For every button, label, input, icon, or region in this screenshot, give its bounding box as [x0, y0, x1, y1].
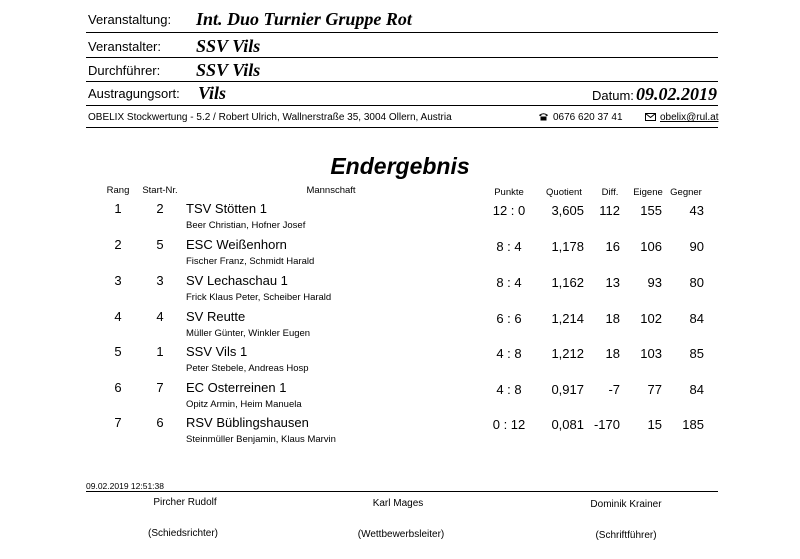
- team-players: Opitz Armin, Heim Manuela: [186, 399, 302, 410]
- col-points: Punkte: [494, 187, 524, 198]
- rank: 2: [114, 237, 122, 252]
- timestamp: 09.02.2019 12:51:38: [86, 481, 164, 491]
- team-players: Müller Günter, Winkler Eugen: [186, 328, 311, 339]
- opp-score: 84: [689, 382, 704, 397]
- diff: 13: [605, 275, 620, 290]
- event-value: Int. Duo Turnier Gruppe Rot: [196, 9, 412, 29]
- start-no: 3: [156, 273, 164, 288]
- rank: 5: [114, 344, 122, 359]
- col-diff: Diff.: [601, 187, 619, 198]
- points: 4 : 8: [496, 382, 522, 397]
- quotient: 1,214: [551, 311, 584, 326]
- table-row: [0, 273, 800, 309]
- rank: 3: [114, 273, 122, 288]
- col-team: Mannschaft: [306, 185, 356, 196]
- start-no: 4: [156, 309, 164, 324]
- quotient: 3,605: [551, 203, 584, 218]
- table-row: [0, 344, 800, 380]
- team-name: SV Reutte: [186, 309, 246, 324]
- table-row: [0, 415, 800, 451]
- start-no: 5: [156, 237, 164, 252]
- rank: 7: [114, 415, 122, 430]
- diff: 18: [605, 311, 620, 326]
- quotient: 0,917: [551, 382, 584, 397]
- col-opp: Gegner: [670, 187, 702, 198]
- organizer-value: SSV Vils: [196, 36, 261, 56]
- own-score: 102: [640, 311, 662, 326]
- team-name: SV Lechaschau 1: [186, 273, 288, 288]
- col-rank: Rang: [106, 185, 130, 196]
- email-link[interactable]: obelix@rul.at: [660, 112, 719, 123]
- points: 0 : 12: [492, 417, 526, 432]
- col-quotient: Quotient: [546, 187, 582, 198]
- signature-role: (Schriftführer): [595, 530, 657, 541]
- team-name: SSV Vils 1: [186, 344, 248, 359]
- email-contact: [645, 112, 719, 123]
- diff: -7: [608, 382, 620, 397]
- signature-role: (Schiedsrichter): [147, 528, 219, 539]
- own-score: 15: [647, 417, 662, 432]
- own-score: 93: [647, 275, 662, 290]
- table-row: [0, 201, 800, 237]
- opp-score: 85: [689, 346, 704, 361]
- executor-value: SSV Vils: [196, 60, 261, 80]
- venue-label: Austragungsort:: [88, 86, 180, 101]
- header-divider: [86, 57, 718, 58]
- diff: 16: [605, 239, 620, 254]
- points: 6 : 6: [496, 311, 522, 326]
- software-credit: OBELIX Stockwertung - 5.2 / Robert Ulrich, Wallnerstraße 35, 3004 Ollern, Austria: [88, 112, 452, 123]
- opp-score: 84: [689, 311, 704, 326]
- team-name: RSV Büblingshausen: [186, 415, 309, 430]
- opp-score: 80: [689, 275, 704, 290]
- points: 4 : 8: [496, 346, 522, 361]
- diff: 18: [605, 346, 620, 361]
- start-no: 7: [156, 380, 164, 395]
- team-name: EC Osterreinen 1: [186, 380, 287, 395]
- signature-name: Pircher Rudolf: [153, 497, 217, 508]
- header-divider: [86, 32, 718, 33]
- points: 12 : 0: [492, 203, 526, 218]
- event-label: Veranstaltung:: [88, 12, 172, 27]
- venue-value: Vils: [198, 83, 227, 103]
- signature-name: Karl Mages: [372, 498, 424, 509]
- quotient: 1,162: [551, 275, 584, 290]
- team-players: Fischer Franz, Schmidt Harald: [186, 256, 315, 267]
- team-players: Beer Christian, Hofner Josef: [186, 220, 306, 231]
- quotient: 1,178: [551, 239, 584, 254]
- own-score: 103: [640, 346, 662, 361]
- opp-score: 90: [689, 239, 704, 254]
- start-no: 1: [156, 344, 164, 359]
- team-players: Frick Klaus Peter, Scheiber Harald: [186, 292, 332, 303]
- start-no: 2: [156, 201, 164, 216]
- footer-divider: [86, 491, 718, 492]
- rank: 6: [114, 380, 122, 395]
- team-name: TSV Stötten 1: [186, 201, 267, 216]
- table-row: [0, 380, 800, 416]
- header-divider: [86, 81, 718, 82]
- own-score: 155: [640, 203, 662, 218]
- phone-icon: [538, 112, 549, 121]
- envelope-icon: [645, 113, 656, 121]
- organizer-label: Veranstalter:: [88, 39, 161, 54]
- team-players: Steinmüller Benjamin, Klaus Marvin: [186, 434, 336, 445]
- quotient: 0,081: [551, 417, 584, 432]
- col-own: Eigene: [633, 187, 663, 198]
- team-players: Peter Stebele, Andreas Hosp: [186, 363, 309, 374]
- signature-name: Dominik Krainer: [590, 499, 662, 510]
- header-divider: [86, 105, 718, 106]
- start-no: 6: [156, 415, 164, 430]
- own-score: 106: [640, 239, 662, 254]
- date-value: 09.02.2019: [636, 84, 717, 104]
- executor-label: Durchführer:: [88, 63, 161, 78]
- table-row: [0, 309, 800, 345]
- team-name: ESC Weißenhorn: [186, 237, 287, 252]
- table-row: [0, 237, 800, 273]
- diff: -170: [593, 417, 620, 432]
- quotient: 1,212: [551, 346, 584, 361]
- points: 8 : 4: [496, 275, 522, 290]
- own-score: 77: [647, 382, 662, 397]
- signature-role: (Wettbewerbsleiter): [357, 529, 445, 540]
- software-divider: [86, 127, 718, 128]
- diff: 112: [599, 203, 620, 218]
- rank: 1: [114, 201, 122, 216]
- date-label: Datum:: [592, 88, 634, 103]
- col-start-no: Start-Nr.: [142, 185, 178, 196]
- phone-contact: [538, 112, 623, 123]
- points: 8 : 4: [496, 239, 522, 254]
- page-title: Endergebnis: [330, 153, 470, 179]
- opp-score: 185: [682, 417, 704, 432]
- phone-number: 0676 620 37 41: [553, 112, 623, 123]
- rank: 4: [114, 309, 122, 324]
- opp-score: 43: [689, 203, 704, 218]
